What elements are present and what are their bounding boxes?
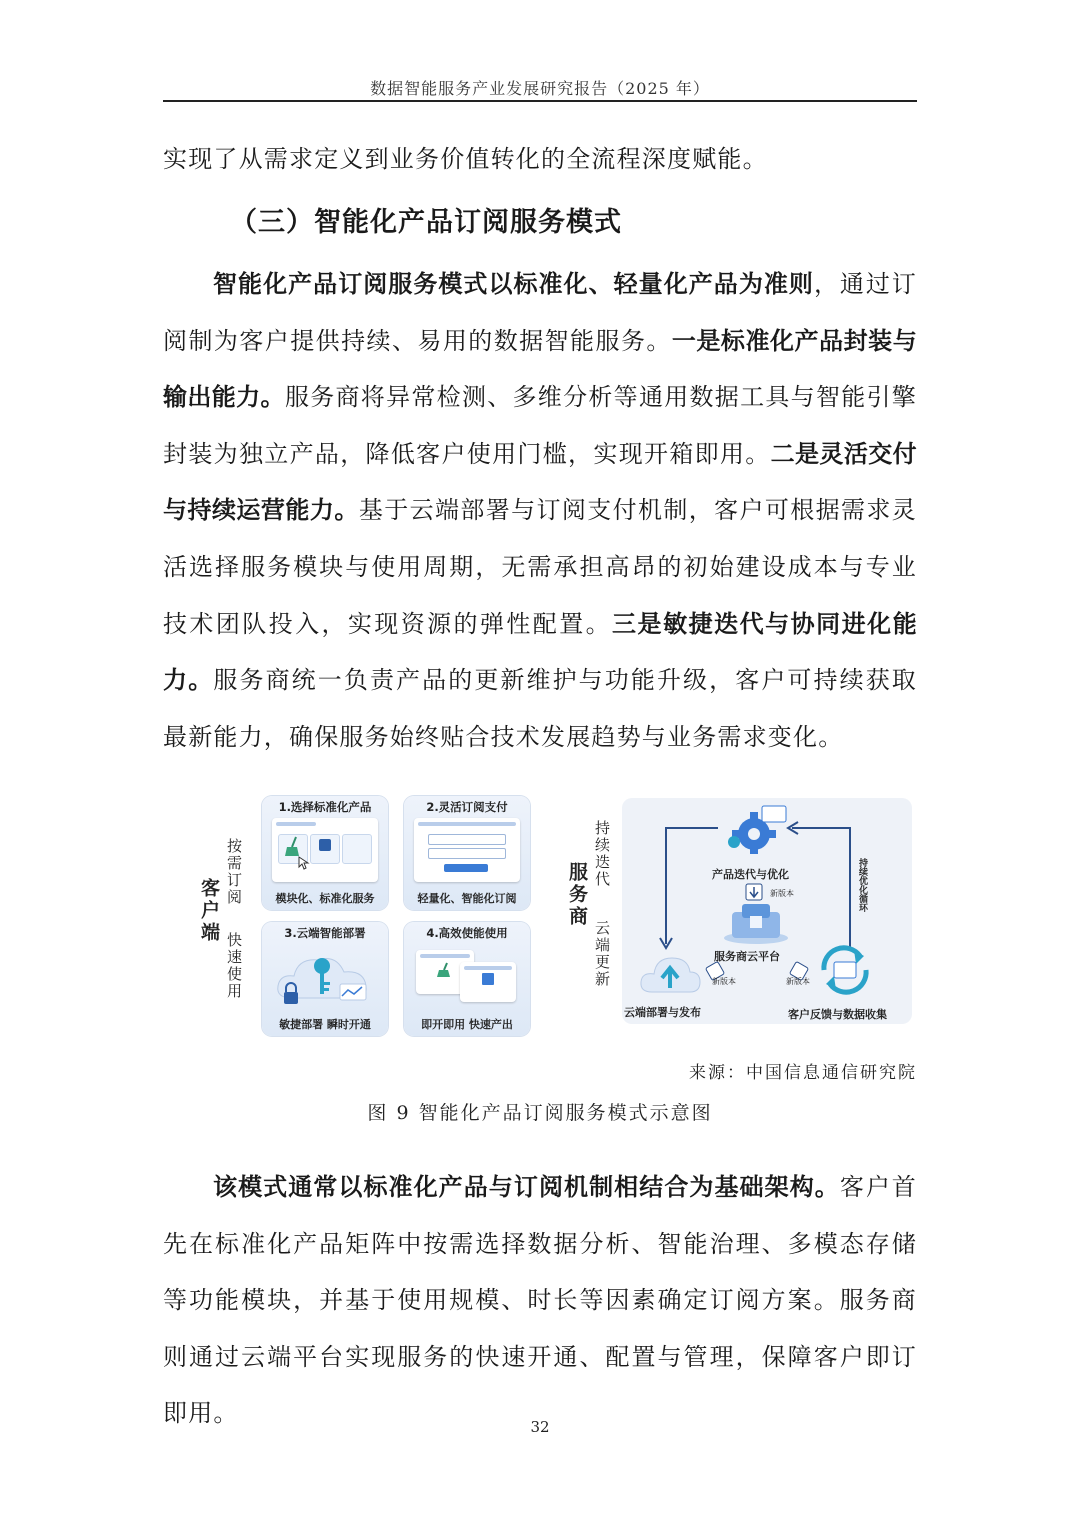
document-icon <box>480 972 496 986</box>
paragraph-continuation: 实现了从需求定义到业务价值转化的全流程深度赋能。 <box>163 145 768 173</box>
section-heading: （三）智能化产品订阅服务模式 <box>230 207 622 238</box>
form-field <box>428 848 506 859</box>
paragraph-architecture <box>163 1159 917 1442</box>
panel-title: 3.云端智能部署 <box>284 926 366 940</box>
feedback-cycle-icon <box>814 942 876 998</box>
client-side-b: 快速使用 <box>225 932 243 1000</box>
panel-title: 4.高效使能使用 <box>426 926 508 940</box>
client-label: 客户端 <box>198 878 220 944</box>
broom-icon <box>436 962 454 978</box>
panel-title: 2.灵活订阅支付 <box>426 800 508 814</box>
running-header: 数据智能服务产业发展研究报告（2025 年） <box>370 79 710 98</box>
bold-point-1: 一是标准化产品封装与输出能力。 <box>163 326 917 412</box>
output-window-illustration <box>460 962 516 1002</box>
header-rule <box>163 100 917 102</box>
text-span: 基于云端部署与订阅支付机制，客户可根据需求灵活选择服务模块与使用周期，无需承担高昂的初始建设成本与专业技术团队投入，实现资源的弹性配置。 <box>163 496 917 638</box>
bold-point-2: 二是灵活交付与持续运营能力。 <box>163 439 917 525</box>
payment-window-illustration <box>414 818 520 882</box>
text-span: 客户首先在标准化产品矩阵中按需选择数据分析、智能治理、多模态存储等功能模块，并基于使用规模、时长等因素确定订阅方案。服务商则通过云端平台实现服务的快速开通、配置与管理，保障客户即订即用。 <box>163 1173 917 1428</box>
label-new-version: 新版本 <box>770 889 794 898</box>
panel-caption: 即开即用 快速产出 <box>421 1018 513 1031</box>
figure-subscription-diagram <box>190 786 916 1031</box>
label-platform: 服务商云平台 <box>714 950 780 963</box>
page-number: 32 <box>530 1418 550 1436</box>
panel-caption: 轻量化、智能化订阅 <box>417 892 517 905</box>
bold-lead: 该模式通常以标准化产品与订阅机制相结合为基础架构。 <box>213 1173 840 1201</box>
server-label: 服务商 <box>566 862 588 928</box>
text-span: 服务商将异常检测、多维分析等通用数据工具与智能引擎封装为独立产品，降低客户使用门槛，实现开箱即用。 <box>163 383 918 468</box>
database-icon <box>318 838 332 852</box>
form-button <box>444 864 488 872</box>
window-bar <box>420 954 470 958</box>
product-card <box>342 834 372 864</box>
cloud-platform-icon <box>720 898 792 946</box>
cloud-upload-icon <box>638 950 702 996</box>
text-span: ，通过订阅制为客户提供持续、易用的数据智能服务。 <box>163 270 917 355</box>
server-side-a: 持续迭代 <box>593 820 611 888</box>
server-side-b: 云端更新 <box>593 920 611 988</box>
broom-icon <box>284 836 302 858</box>
cloud-key-lock-icon <box>272 942 378 1010</box>
client-side-a: 按需订阅 <box>225 838 243 906</box>
panel-flexible-payment <box>404 796 530 910</box>
label-new-version-right: 新版本 <box>786 977 810 986</box>
panel-select-product <box>262 796 388 910</box>
figure-caption: 图 9 智能化产品订阅服务模式示意图 <box>367 1102 713 1124</box>
gear-icon <box>724 804 788 856</box>
pointer-icon <box>298 856 310 870</box>
window-bar <box>464 966 512 970</box>
text-span: 服务商统一负责产品的更新维护与功能升级，客户可持续获取最新能力，确保服务始终贴合技术发展趋势与业务需求变化。 <box>163 666 917 751</box>
paragraph-subscription-model <box>163 256 917 765</box>
panel-efficient-use <box>404 922 530 1036</box>
bold-lead: 智能化产品订阅服务模式以标准化、轻量化产品为准则 <box>213 270 814 298</box>
form-field <box>428 834 506 845</box>
figure-source: 来源：中国信息通信研究院 <box>689 1063 917 1083</box>
panel-caption: 敏捷部署 瞬时开通 <box>279 1018 371 1031</box>
panel-cloud-deploy <box>262 922 388 1036</box>
label-new-version-left: 新版本 <box>712 977 736 986</box>
label-iterate: 产品迭代与优化 <box>712 868 789 881</box>
panel-title: 1.选择标准化产品 <box>278 800 372 814</box>
label-feedback: 客户反馈与数据收集 <box>788 1008 887 1021</box>
product-window-illustration <box>272 818 378 882</box>
panel-caption: 模块化、标准化服务 <box>275 892 375 905</box>
service-cycle-panel <box>622 798 912 1024</box>
label-deploy: 云端部署与发布 <box>624 1006 701 1019</box>
window-bar <box>418 822 516 826</box>
bold-point-3: 三是敏捷迭代与协同进化能力。 <box>163 609 917 695</box>
label-loop: 持续优化循环 <box>857 858 867 912</box>
window-bar <box>276 822 316 826</box>
